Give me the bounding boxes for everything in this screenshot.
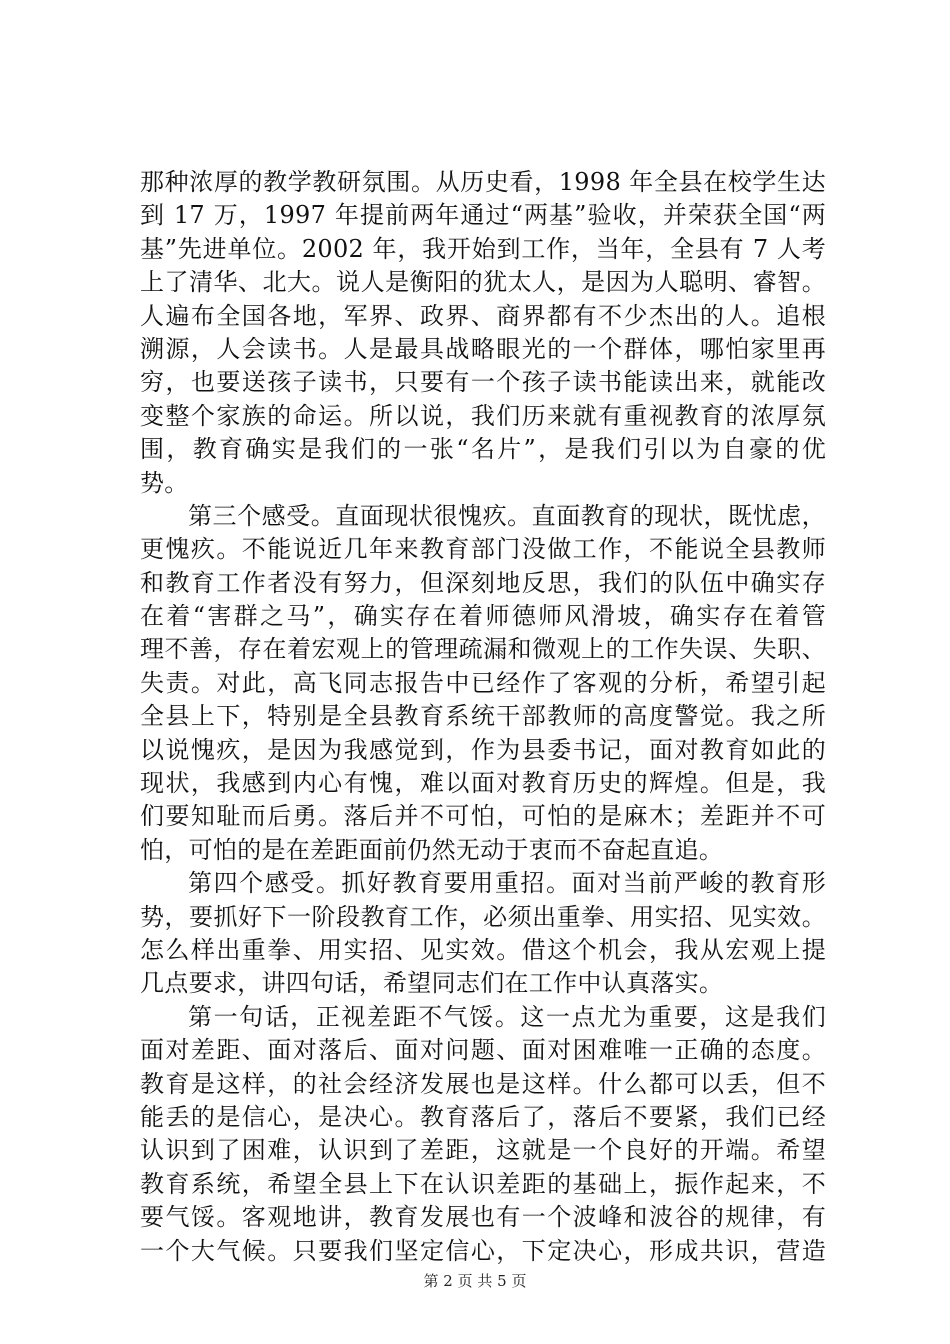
text-line: 要气馁。客观地讲，教育发展也有一个波峰和波谷的规律，有	[140, 1203, 826, 1232]
text-line: 一个大气候。只要我们坚定信心，下定决心，形成共识，营造	[140, 1236, 826, 1265]
page-number-footer: 第 2 页 共 5 页	[423, 1272, 527, 1290]
paragraph	[140, 166, 826, 500]
text-line: 第一句话，正视差距不气馁。这一点尤为重要，这是我们	[188, 1002, 826, 1031]
paragraph	[140, 867, 826, 1001]
text-line: 教育系统，希望全县上下在认识差距的基础上，振作起来，不	[140, 1169, 826, 1198]
text-line: 在着“害群之马”，确实存在着师德师风滑坡，确实存在着管	[140, 602, 826, 631]
text-line: 那种浓厚的教学教研氛围。从历史看，1998 年全县在校学生达	[140, 168, 826, 196]
text-line: 势，要抓好下一阶段教育工作，必须出重拳、用实招、见实效。	[140, 902, 826, 931]
text-line: 更愧疚。不能说近几年来教育部门没做工作，不能说全县教师	[140, 535, 826, 564]
text-line: 失责。对此，高飞同志报告中已经作了客观的分析，希望引起	[140, 668, 826, 697]
text-line: 以说愧疚，是因为我感觉到，作为县委书记，面对教育如此的	[140, 735, 826, 764]
text-line: 变整个家族的命运。所以说，我们历来就有重视教育的浓厚氛	[140, 401, 826, 430]
text-line: 怕，可怕的是在差距面前仍然无动于衷而不奋起直追。	[140, 835, 724, 864]
paragraph	[140, 1001, 826, 1268]
text-line: 溯源，人会读书。人是最具战略眼光的一个群体，哪怕家里再	[140, 334, 826, 363]
text-line: 面对差距、面对落后、面对问题、面对困难唯一正确的态度。	[140, 1036, 826, 1065]
text-line: 几点要求，讲四句话，希望同志们在工作中认真落实。	[140, 969, 724, 998]
text-line: 基”先进单位。2002 年，我开始到工作，当年，全县有 7 人考	[140, 234, 826, 263]
text-line: 围，教育确实是我们的一张“名片”，是我们引以为自豪的优	[140, 435, 826, 464]
text-line: 人遍布全国各地，军界、政界、商界都有不少杰出的人。追根	[140, 301, 826, 330]
text-line: 第三个感受。直面现状很愧疚。直面教育的现状，既忧虑，	[188, 501, 826, 530]
text-line: 理不善，存在着宏观上的管理疏漏和微观上的工作失误、失职、	[140, 635, 826, 664]
text-line: 现状，我感到内心有愧，难以面对教育历史的辉煌。但是，我	[140, 769, 826, 798]
text-line: 认识到了困难，认识到了差距，这就是一个良好的开端。希望	[140, 1136, 826, 1165]
text-line: 们要知耻而后勇。落后并不可怕，可怕的是麻木；差距并不可	[140, 802, 826, 831]
paragraph	[140, 500, 826, 867]
text-line: 到 17 万，1997 年提前两年通过“两基”验收，并荣获全国“两	[140, 201, 826, 230]
text-line: 穷，也要送孩子读书，只要有一个孩子读书能读出来，就能改	[140, 368, 826, 397]
text-line: 全县上下，特别是全县教育系统干部教师的高度警觉。我之所	[140, 702, 826, 731]
text-line: 能丢的是信心，是决心。教育落后了，落后不要紧，我们已经	[140, 1102, 826, 1131]
text-line: 第四个感受。抓好教育要用重招。面对当前严峻的教育形	[188, 869, 826, 898]
text-line: 和教育工作者没有努力，但深刻地反思，我们的队伍中确实存	[140, 568, 826, 597]
text-line: 教育是这样，的社会经济发展也是这样。什么都可以丢，但不	[140, 1069, 826, 1098]
text-line: 怎么样出重拳、用实招、见实效。借这个机会，我从宏观上提	[140, 935, 826, 964]
text-line: 势。	[140, 468, 189, 497]
text-line: 上了清华、北大。说人是衡阳的犹太人，是因为人聪明、睿智。	[140, 268, 826, 297]
document-body	[140, 166, 826, 1268]
